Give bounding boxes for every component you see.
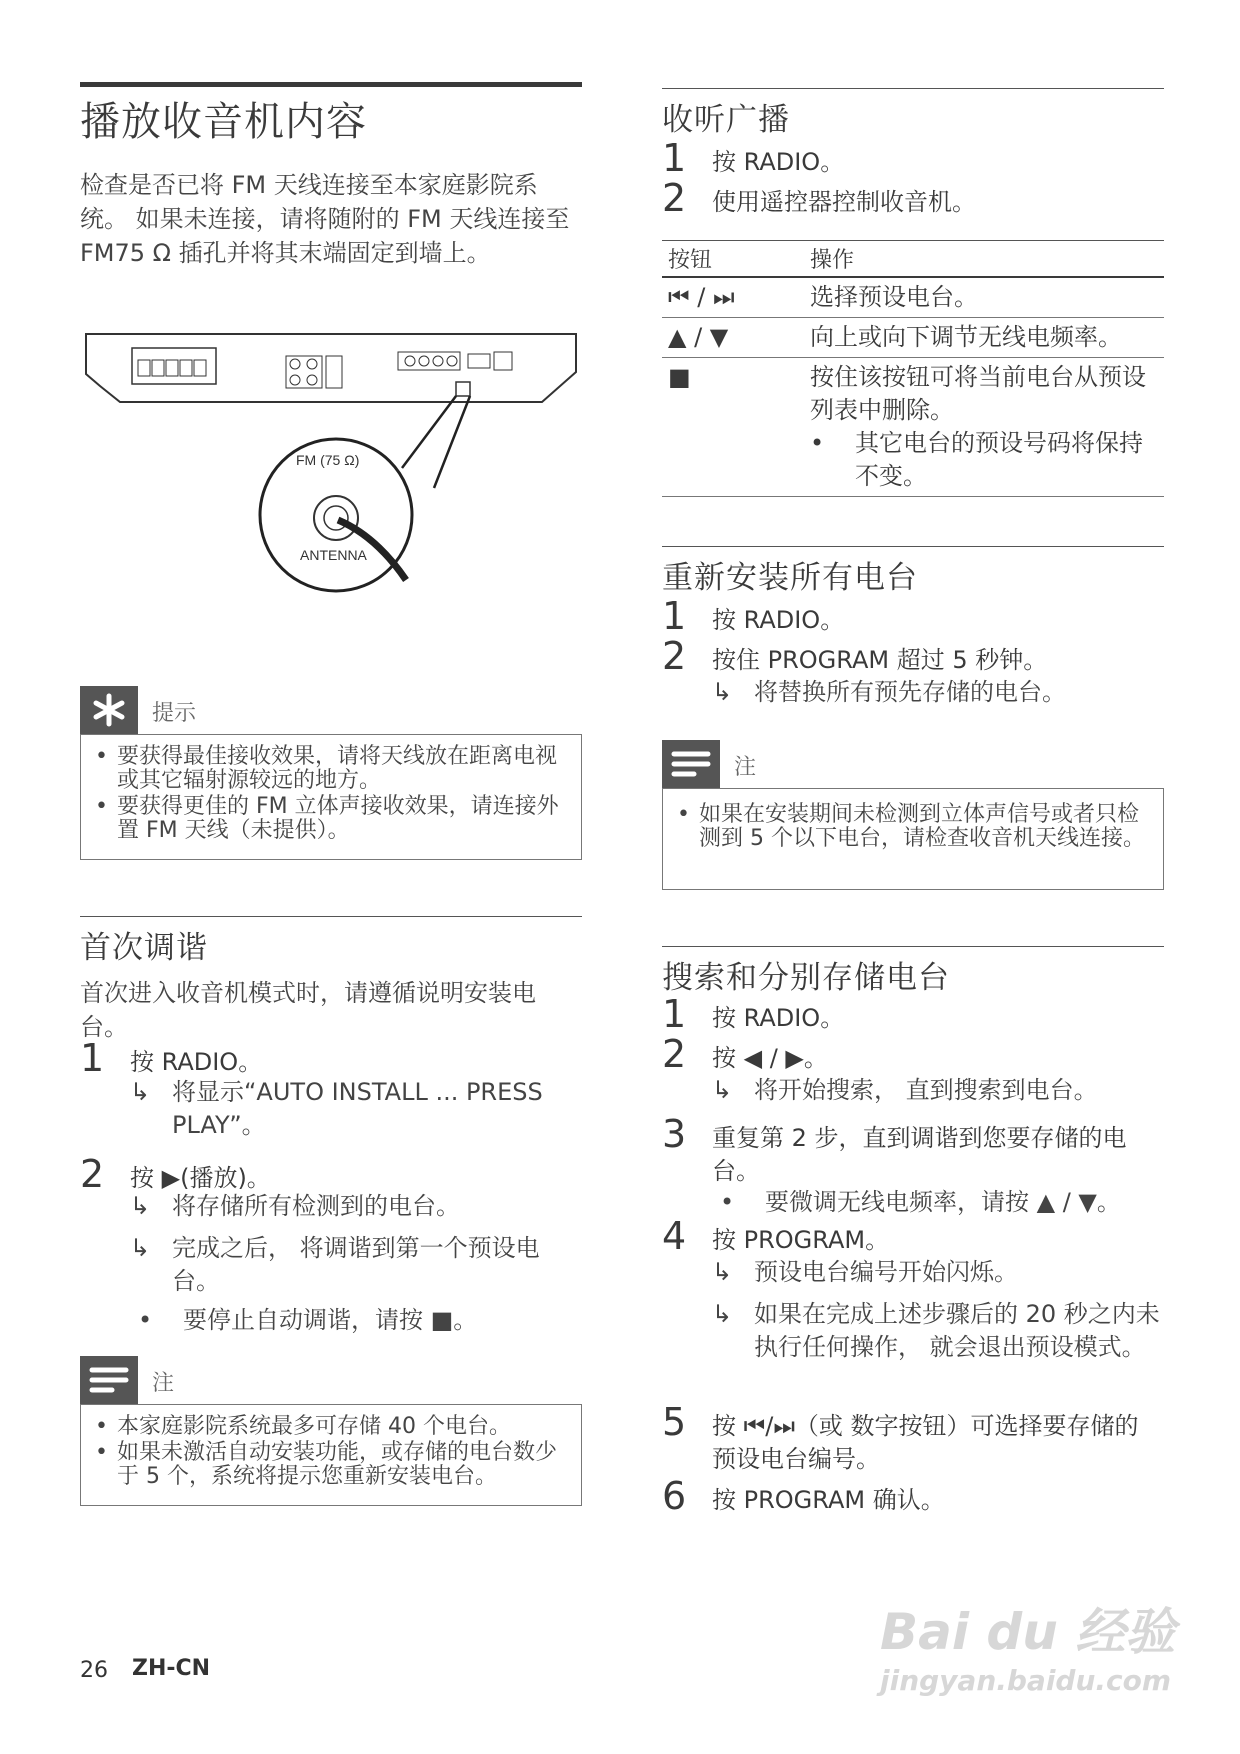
section-heading-first-tuning: 首次调谐: [80, 930, 208, 966]
language-code: ZH-CN: [132, 1656, 211, 1681]
section-rule: [662, 946, 1164, 947]
zoom-callout-lines: [402, 396, 470, 488]
table-cell-button: ⏮ / ⏭: [662, 277, 804, 318]
fm-label: FM (75 Ω): [296, 452, 360, 468]
section-rule: [80, 916, 582, 917]
note-icon: [662, 740, 720, 788]
tip-label: 提示: [152, 701, 197, 726]
speaker-terminal: [180, 360, 192, 376]
table-cell-button: ■: [662, 358, 804, 497]
note-box: • 如果在安装期间未检测到立体声信号或者只检测到 5 个以下电台，请检查收音机天线连接。: [662, 788, 1164, 890]
note-box: • 本家庭影院系统最多可存储 40 个电台。 • 如果未激活自动安装功能，或存储的电台数少于 5 个，系统将提示您重新安装电台。: [80, 1404, 582, 1506]
section-rule: [80, 82, 582, 87]
table-cell-action: [804, 358, 1164, 497]
tip-header: [80, 686, 582, 734]
table-row: [662, 318, 1164, 358]
result-arrow-icon: ↳: [712, 1258, 733, 1286]
result-arrow-icon: ↳: [712, 1076, 733, 1104]
page-number: 26: [80, 1658, 108, 1683]
rear-panel-figure: [80, 330, 582, 630]
lan-port: [494, 352, 512, 370]
note-lines-icon: [80, 1356, 138, 1404]
table-header: 操作: [804, 241, 1164, 278]
section-rule: [662, 88, 1164, 89]
table-cell-button: ▲ / ▼: [662, 318, 804, 358]
speaker-terminal: [166, 360, 178, 376]
table-action-text: 按住该按钮可将当前电台从预设列表中删除。: [810, 363, 1146, 424]
result-arrow-icon: ↳: [712, 678, 733, 706]
intro-paragraph: 检查是否已将 FM 天线连接至本家庭影院系统。 如果未连接，请将随附的 FM 天线连接至 FM75 Ω 插孔并将其末端固定到墙上。: [80, 171, 570, 267]
watermark-url: jingyan.baidu.com: [880, 1664, 1172, 1697]
table-cell-action: 选择预设电台。: [804, 277, 1164, 318]
note-icon: [80, 1356, 138, 1404]
section-heading-search: 搜索和分别存储电台: [662, 960, 950, 996]
note-header: [80, 1356, 582, 1404]
table-action-bullet: • 其它电台的预设号码将保持不变。: [810, 429, 1143, 490]
button-operation-table: [662, 240, 1164, 497]
speaker-terminal: [152, 360, 164, 376]
antenna-label: ANTENNA: [300, 547, 367, 563]
note-lines-icon: [662, 740, 720, 788]
hdmi-port: [468, 354, 490, 368]
note-label: 注: [152, 1371, 175, 1396]
fm-antenna-socket: [456, 382, 470, 396]
digital-port: [326, 356, 342, 388]
section-rule: [662, 546, 1164, 547]
speaker-terminal: [138, 360, 150, 376]
watermark-logo: Bai du 经验: [880, 1603, 1176, 1661]
tip-icon: [80, 686, 138, 734]
section-heading-reinstall: 重新安装所有电台: [662, 560, 918, 596]
result-arrow-icon: ↳: [130, 1078, 151, 1106]
result-arrow-icon: ↳: [130, 1192, 151, 1220]
table-header: 按钮: [662, 241, 804, 278]
note-header: [662, 740, 1164, 788]
tip-star-icon: [80, 686, 138, 734]
page-title: 播放收音机内容: [80, 99, 367, 145]
table-row: [662, 277, 1164, 318]
table-cell-action: 向上或向下调节无线电频率。: [804, 318, 1164, 358]
tip-box: • 要获得最佳接收效果，请将天线放在距离电视或其它辐射源较远的地方。 • 要获得更佳的 FM 立体声接收效果，请连接外置 FM 天线（未提供）。: [80, 734, 582, 860]
note-label: 注: [734, 755, 757, 780]
result-arrow-icon: ↳: [712, 1300, 733, 1328]
section-heading-listen: 收听广播: [662, 102, 790, 138]
result-arrow-icon: ↳: [130, 1234, 151, 1262]
first-tuning-intro: 首次进入收音机模式时，请遵循说明安装电台。: [80, 979, 536, 1041]
speaker-terminal: [194, 360, 206, 376]
table-row: [662, 358, 1164, 497]
